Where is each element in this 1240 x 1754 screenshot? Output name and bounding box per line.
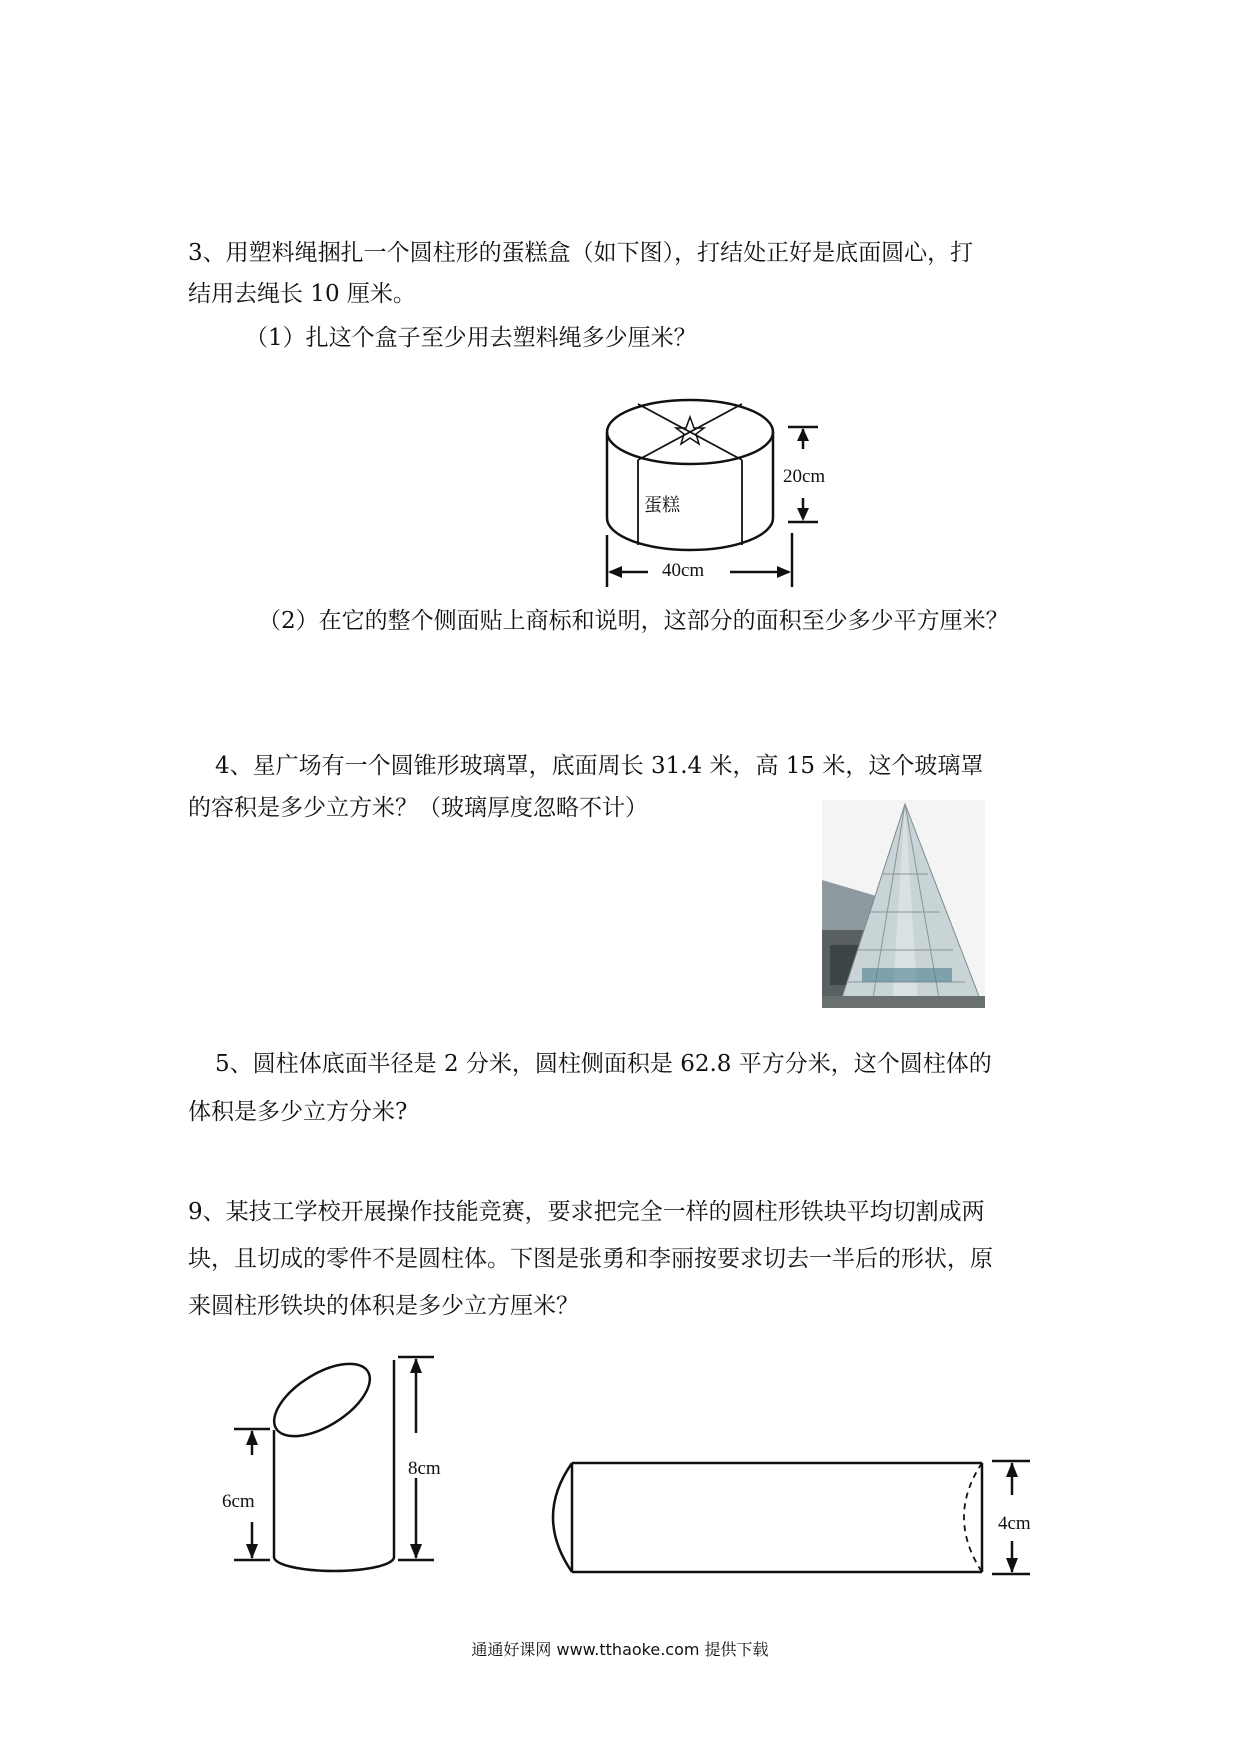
lying-half-cylinder-figure <box>540 1455 1040 1585</box>
cake-label: 蛋糕 <box>644 495 680 516</box>
q9-line2: 块，且切成的零件不是圆柱体。下图是张勇和李丽按要求切去一半后的形状，原 <box>188 1246 993 1272</box>
glass-cone-photo <box>822 800 985 1008</box>
height-8cm-label: 8cm <box>408 1458 441 1479</box>
q4-line1: 4、星广场有一个圆锥形玻璃罩，底面周长 31.4 米，高 15 米，这个玻璃罩 <box>215 753 984 779</box>
q9-line1: 9、某技工学校开展操作技能竞赛，要求把完全一样的圆柱形铁块平均切割成两 <box>188 1199 985 1225</box>
q3-sub2: （2）在它的整个侧面贴上商标和说明，这部分的面积至少多少平方厘米？ <box>258 608 1009 634</box>
q5-line1: 5、圆柱体底面半径是 2 分米，圆柱侧面积是 62.8 平方分米，这个圆柱体的 <box>215 1051 992 1077</box>
q9-line3: 来圆柱形铁块的体积是多少立方厘米？ <box>188 1293 579 1319</box>
q3-line1: 3、用塑料绳捆扎一个圆柱形的蛋糕盒（如下图），打结处正好是底面圆心，打 <box>188 240 974 266</box>
page-footer: 通通好课网 www.tthaoke.com 提供下载 <box>471 1640 769 1659</box>
q3-line2: 结用去绳长 10 厘米。 <box>188 281 416 307</box>
q5-line2: 体积是多少立方分米? <box>188 1099 408 1125</box>
height-6cm-label: 6cm <box>222 1491 255 1512</box>
q4-line2: 的容积是多少立方米？（玻璃厚度忽略不计） <box>188 795 648 821</box>
height-20cm-label: 20cm <box>783 466 826 487</box>
diameter-40cm-label: 40cm <box>662 560 705 581</box>
q3-sub1: （1）扎这个盒子至少用去塑料绳多少厘米？ <box>245 325 697 351</box>
cake-box-figure <box>580 395 840 595</box>
diameter-4cm-label: 4cm <box>998 1513 1031 1534</box>
